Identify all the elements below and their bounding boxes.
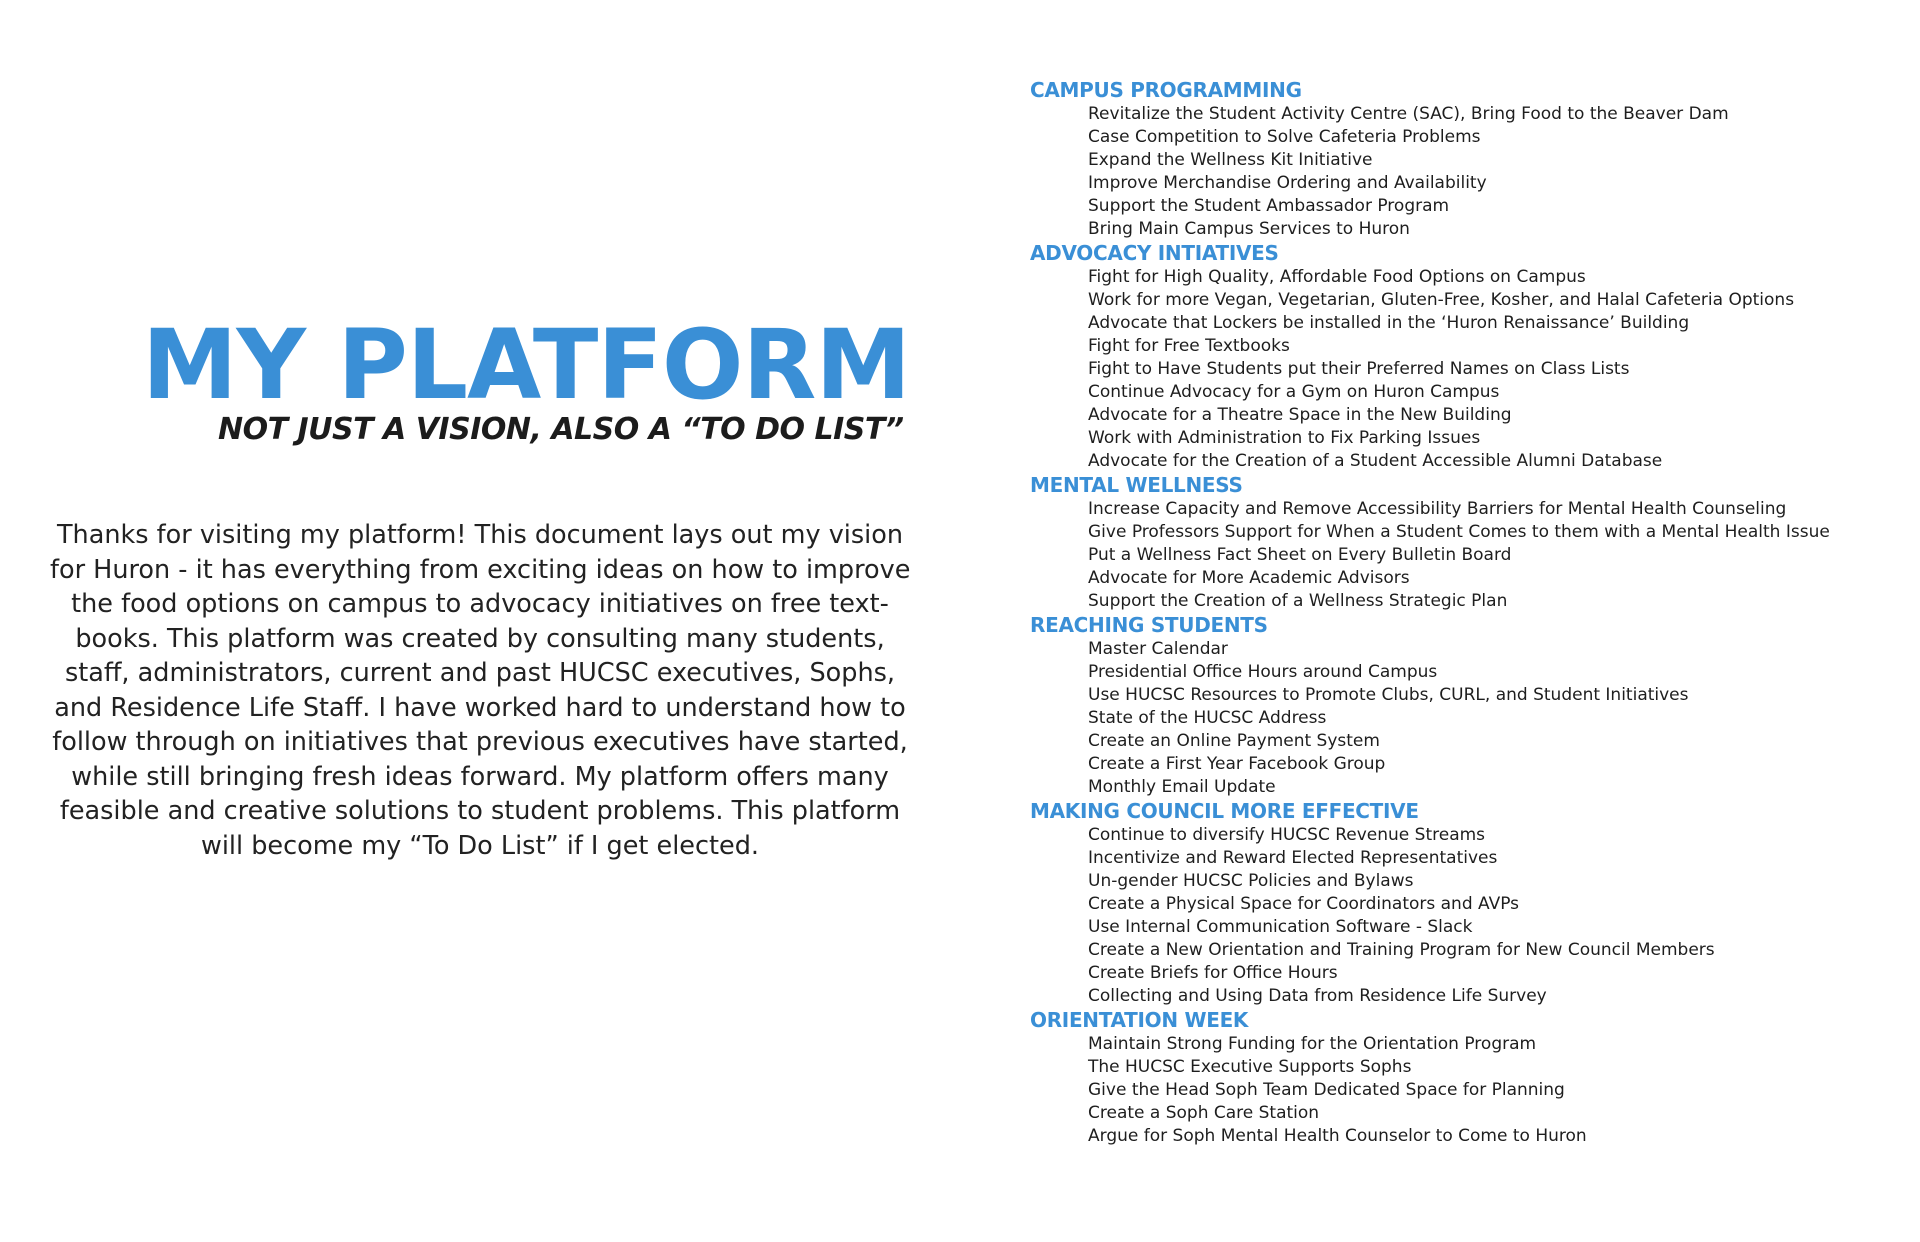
- intro-line: staff, administrators, current and past HUCSC executives, Sophs,: [64, 658, 896, 688]
- section-item: Create a Physical Space for Coordinators and AVPs: [1088, 894, 1520, 914]
- section-item: Fight to Have Students put their Preferred Names on Class Lists: [1088, 359, 1630, 379]
- section-item: Continue to diversify HUCSC Revenue Streams: [1088, 825, 1486, 845]
- platform-section: [1030, 799, 1910, 1008]
- section-item: Advocate for More Academic Advisors: [1088, 568, 1410, 588]
- section-item: Bring Main Campus Services to Huron: [1088, 219, 1410, 239]
- platform-section: [1030, 1008, 1910, 1148]
- section-item: Put a Wellness Fact Sheet on Every Bulletin Board: [1088, 545, 1512, 565]
- intro-line: will become my “To Do List” if I get elected.: [200, 830, 759, 861]
- section-item: Continue Advocacy for a Gym on Huron Campus: [1088, 382, 1500, 402]
- section-item: Create a First Year Facebook Group: [1088, 754, 1386, 774]
- intro-line: books. This platform was created by consulting many students,: [75, 623, 885, 654]
- section-heading: MENTAL WELLNESS: [1030, 473, 1243, 497]
- section-item: Advocate that Lockers be installed in the ‘Huron Renaissance’ Building: [1088, 313, 1690, 333]
- section-item: State of the HUCSC Address: [1088, 708, 1327, 728]
- section-heading: MAKING COUNCIL MORE EFFECTIVE: [1030, 799, 1419, 823]
- section-item: Work for more Vegan, Vegetarian, Gluten-Free, Kosher, and Halal Cafeteria Options: [1088, 290, 1795, 310]
- platform-section: [1030, 241, 1910, 473]
- section-item: Support the Creation of a Wellness Strategic Plan: [1088, 591, 1508, 611]
- section-item: Master Calendar: [1088, 639, 1228, 659]
- intro-line: while still bringing fresh ideas forward. My platform offers many: [71, 761, 889, 792]
- platform-section: [1030, 78, 1910, 241]
- section-item: Create Briefs for Office Hours: [1088, 963, 1338, 983]
- section-item: Increase Capacity and Remove Accessibility Barriers for Mental Health Counseling: [1088, 499, 1787, 519]
- section-item: Fight for Free Textbooks: [1088, 336, 1290, 356]
- section-item: Argue for Soph Mental Health Counselor to Come to Huron: [1088, 1126, 1587, 1146]
- intro-line: the food options on campus to advocacy initiatives on free text-: [71, 589, 889, 619]
- section-item: Case Competition to Solve Cafeteria Problems: [1088, 127, 1481, 147]
- section-heading: ADVOCACY INTIATIVES: [1030, 241, 1279, 265]
- section-item: Create a Soph Care Station: [1088, 1103, 1320, 1123]
- section-item: Revitalize the Student Activity Centre (SAC), Bring Food to the Beaver Dam: [1088, 104, 1729, 124]
- intro-line: feasible and creative solutions to student problems. This platform: [59, 796, 901, 826]
- page-subtitle: NOT JUST A VISION, ALSO A “TO DO LIST”: [218, 412, 904, 447]
- intro-column: [50, 0, 910, 1242]
- section-item: Fight for High Quality, Affordable Food Options on Campus: [1088, 267, 1586, 287]
- section-heading: ORIENTATION WEEK: [1030, 1008, 1249, 1032]
- intro-paragraph: [50, 518, 910, 863]
- section-item: Advocate for a Theatre Space in the New Building: [1088, 405, 1512, 425]
- intro-line: for Huron - it has everything from exciting ideas on how to improve: [50, 554, 911, 585]
- section-item: Give the Head Soph Team Dedicated Space for Planning: [1088, 1080, 1565, 1100]
- section-heading: CAMPUS PROGRAMMING: [1030, 78, 1302, 102]
- section-item: Work with Administration to Fix Parking Issues: [1088, 428, 1481, 448]
- intro-line: Thanks for visiting my platform! This document lays out my vision: [56, 520, 904, 550]
- intro-line: follow through on initiatives that previous executives have started,: [52, 727, 908, 757]
- page-title: MY PLATFORM: [142, 309, 910, 421]
- section-item: Expand the Wellness Kit Initiative: [1088, 150, 1373, 170]
- section-item: Support the Student Ambassador Program: [1088, 196, 1450, 216]
- platform-list: [1030, 78, 1910, 1148]
- section-item: Presidential Office Hours around Campus: [1088, 662, 1438, 682]
- section-item: Improve Merchandise Ordering and Availability: [1088, 173, 1487, 193]
- section-item: The HUCSC Executive Supports Sophs: [1088, 1057, 1412, 1077]
- section-item: Give Professors Support for When a Student Comes to them with a Mental Health Issue: [1088, 522, 1830, 542]
- platform-section: [1030, 473, 1910, 613]
- section-item: Use HUCSC Resources to Promote Clubs, CURL, and Student Initiatives: [1088, 685, 1689, 705]
- section-item: Un-gender HUCSC Policies and Bylaws: [1088, 871, 1414, 891]
- platform-section: [1030, 613, 1910, 799]
- section-item: Monthly Email Update: [1088, 777, 1276, 797]
- section-item: Incentivize and Reward Elected Representatives: [1088, 848, 1498, 868]
- section-heading: REACHING STUDENTS: [1030, 613, 1268, 637]
- section-item: Use Internal Communication Software - Slack: [1088, 917, 1473, 937]
- section-item: Create an Online Payment System: [1088, 731, 1380, 751]
- intro-line: and Residence Life Staff. I have worked hard to understand how to: [54, 692, 906, 723]
- section-item: Collecting and Using Data from Residence Life Survey: [1088, 986, 1547, 1006]
- section-item: Maintain Strong Funding for the Orientation Program: [1088, 1034, 1537, 1054]
- section-item: Advocate for the Creation of a Student Accessible Alumni Database: [1088, 451, 1663, 471]
- section-item: Create a New Orientation and Training Program for New Council Members: [1088, 940, 1715, 960]
